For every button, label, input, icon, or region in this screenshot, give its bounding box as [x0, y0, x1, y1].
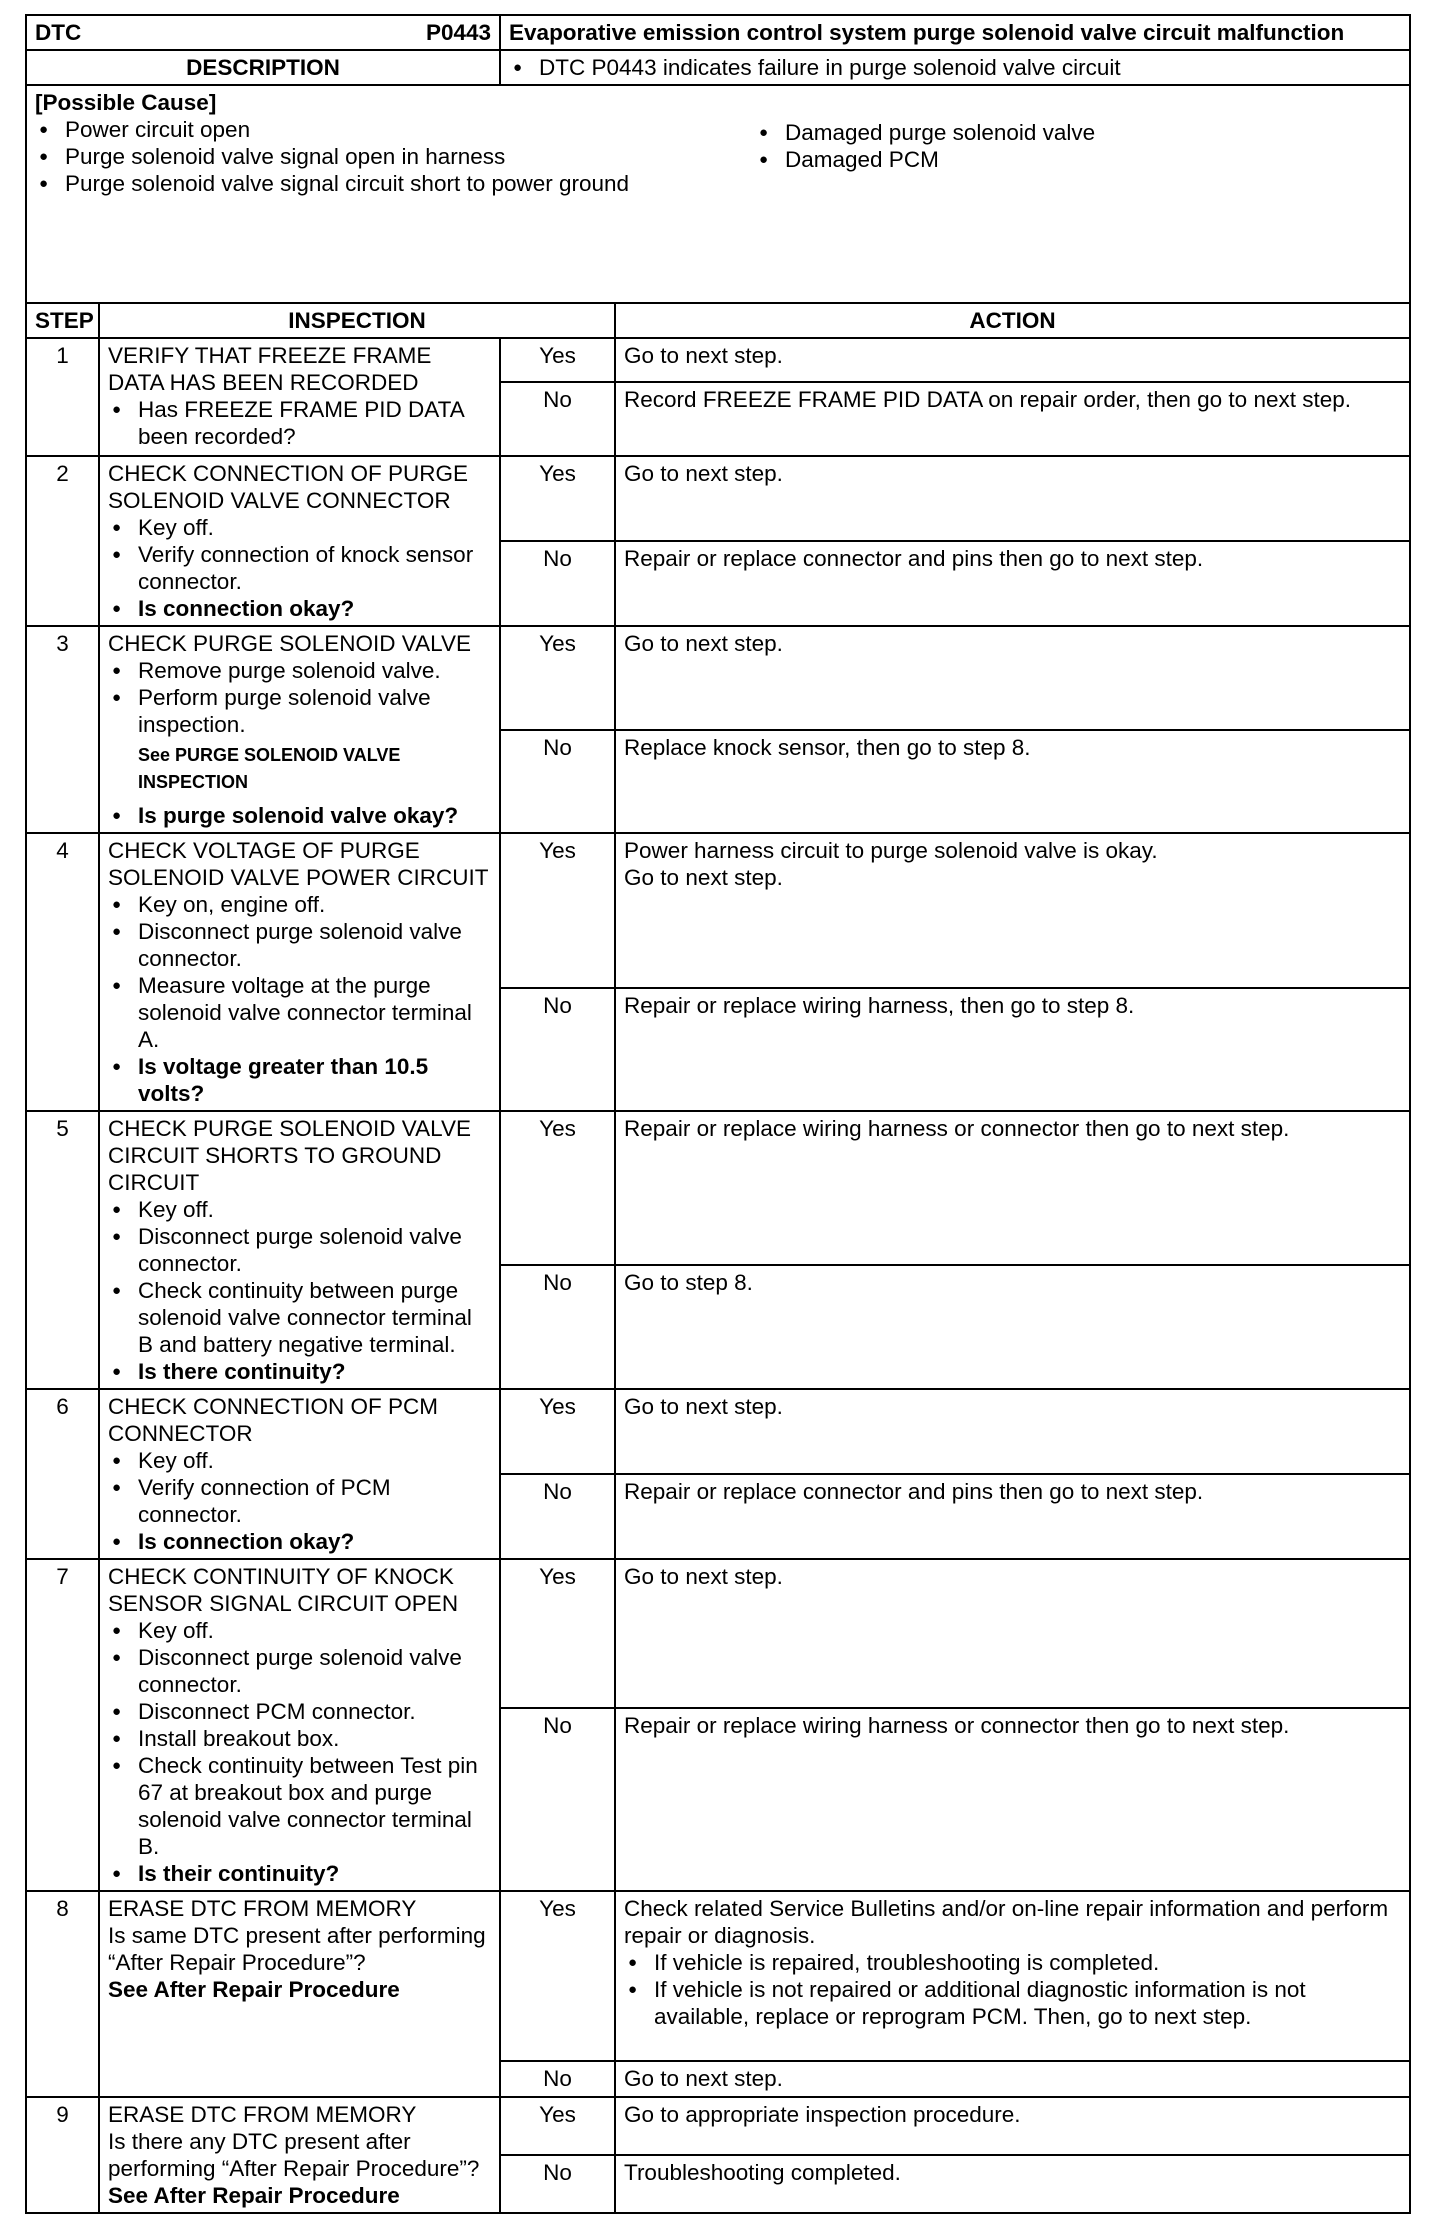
no-action: Record FREEZE FRAME PID DATA on repair order, then go to next step. — [615, 382, 1410, 456]
no-label: No — [500, 382, 615, 456]
step-inspection — [99, 2097, 500, 2213]
step-inspection — [99, 456, 500, 626]
possible-cause-row — [26, 85, 1410, 303]
step-title: CHECK CONTINUITY OF KNOCK SENSOR SIGNAL CIRCUIT OPEN — [108, 1564, 459, 1616]
yes-label: Yes — [500, 1559, 615, 1708]
step-title: VERIFY THAT FREEZE FRAME DATA HAS BEEN RECORDED — [108, 343, 432, 395]
step-row — [26, 2097, 1410, 2155]
step-row — [26, 456, 1410, 541]
step-row — [26, 1559, 1410, 1708]
no-action: Troubleshooting completed. — [615, 2155, 1410, 2213]
step-title: CHECK CONNECTION OF PCM CONNECTOR — [108, 1394, 439, 1446]
column-header-action: ACTION — [615, 303, 1410, 338]
step-bullet: ● Key off. — [108, 1196, 491, 1223]
no-label: No — [500, 1708, 615, 1891]
step-question: ● Is their continuity? — [108, 1860, 491, 1887]
step-title: CHECK PURGE SOLENOID VALVE CIRCUIT SHORTS TO GROUND CIRCUIT — [108, 1116, 472, 1195]
no-label: No — [500, 1474, 615, 1559]
step-bullet: ● Key off. — [108, 1617, 491, 1644]
step-row — [26, 1111, 1410, 1265]
yes-action-bullet: ● If vehicle is repaired, troubleshooting is completed. — [624, 1949, 1401, 1976]
no-action: Repair or replace wiring harness, then go to step 8. — [615, 988, 1410, 1111]
step-bullet: ● Check continuity between Test pin 67 at breakout box and purge solenoid valve connector terminal B. — [108, 1752, 491, 1860]
step-number: 4 — [26, 833, 99, 1111]
description-row — [26, 50, 1410, 85]
yes-label: Yes — [500, 338, 615, 382]
column-header-inspection: INSPECTION — [99, 303, 615, 338]
no-label: No — [500, 2061, 615, 2097]
step-inspection — [99, 338, 500, 456]
step-number: 9 — [26, 2097, 99, 2213]
step-bullet: ● Disconnect purge solenoid valve connector. — [108, 1223, 491, 1277]
yes-label: Yes — [500, 833, 615, 988]
yes-action-cell — [615, 833, 1410, 988]
no-label: No — [500, 541, 615, 626]
step-question: ● Is voltage greater than 10.5 volts? — [108, 1053, 491, 1107]
step-inspection — [99, 833, 500, 1111]
step-inspection — [99, 1891, 500, 2097]
dtc-header-row — [26, 15, 1410, 50]
step-question: Is there any DTC present after performing “After Repair Procedure”? — [108, 2129, 480, 2181]
yes-action: Go to next step. — [615, 1559, 1410, 1708]
no-action: Go to step 8. — [615, 1265, 1410, 1389]
step-title: CHECK CONNECTION OF PURGE SOLENOID VALVE CONNECTOR — [108, 461, 469, 513]
step-bullet: ● Perform purge solenoid valve inspection. — [108, 684, 491, 738]
no-action: Go to next step. — [615, 2061, 1410, 2097]
step-number: 6 — [26, 1389, 99, 1559]
step-bullet: ● Has FREEZE FRAME PID DATA been recorded? — [108, 396, 491, 450]
possible-cause-label: [Possible Cause] — [35, 90, 217, 115]
step-inspection — [99, 1559, 500, 1891]
yes-label: Yes — [500, 2097, 615, 2155]
step-question: ● Is connection okay? — [108, 1528, 491, 1555]
step-bullet: ● Measure voltage at the purge solenoid valve connector terminal A. — [108, 972, 491, 1053]
yes-label: Yes — [500, 456, 615, 541]
step-row — [26, 833, 1410, 988]
yes-action-followup: Go to next step. — [624, 865, 783, 890]
yes-action: Go to next step. — [615, 456, 1410, 541]
description-text: ● DTC P0443 indicates failure in purge solenoid valve circuit — [509, 54, 1401, 81]
step-bullet: ● Disconnect purge solenoid valve connector. — [108, 1644, 491, 1698]
step-question: ● Is connection okay? — [108, 595, 491, 622]
step-bullet: ● Disconnect PCM connector. — [108, 1698, 491, 1725]
cause-item: ● Purge solenoid valve signal open in harness — [35, 143, 675, 170]
dtc-code: P0443 — [425, 20, 492, 45]
yes-action: Go to appropriate inspection procedure. — [615, 2097, 1410, 2155]
no-action: Repair or replace connector and pins then go to next step. — [615, 1474, 1410, 1559]
step-see-reference: See PURGE SOLENOID VALVE INSPECTION — [138, 745, 401, 792]
step-bullet: ● Verify connection of knock sensor connector. — [108, 541, 491, 595]
step-number: 8 — [26, 1891, 99, 2097]
yes-action: Repair or replace wiring harness or connector then go to next step. — [615, 1111, 1410, 1265]
cause-item: ● Power circuit open — [35, 116, 675, 143]
cause-item: ● Purge solenoid valve signal circuit short to power ground — [35, 170, 675, 197]
yes-action: Go to next step. — [615, 1389, 1410, 1474]
step-bullet: ● Disconnect purge solenoid valve connector. — [108, 918, 491, 972]
step-see-reference: See After Repair Procedure — [108, 1977, 400, 2002]
step-bullet: ● Key on, engine off. — [108, 891, 491, 918]
step-bullet: ● Install breakout box. — [108, 1725, 491, 1752]
yes-label: Yes — [500, 1111, 615, 1265]
no-action: Repair or replace connector and pins then go to next step. — [615, 541, 1410, 626]
step-question: ● Is purge solenoid valve okay? — [108, 802, 491, 829]
step-row — [26, 626, 1410, 730]
step-title: CHECK VOLTAGE OF PURGE SOLENOID VALVE POWER CIRCUIT — [108, 838, 489, 890]
yes-label: Yes — [500, 1389, 615, 1474]
no-label: No — [500, 730, 615, 834]
step-number: 5 — [26, 1111, 99, 1389]
step-row — [26, 1891, 1410, 2061]
step-bullet: ● Key off. — [108, 1447, 491, 1474]
step-number: 2 — [26, 456, 99, 626]
step-bullet: ● Verify connection of PCM connector. — [108, 1474, 491, 1528]
step-row — [26, 1389, 1410, 1474]
dtc-label-cell — [26, 15, 500, 50]
no-label: No — [500, 2155, 615, 2213]
dtc-label: DTC — [35, 20, 82, 45]
step-question: Is same DTC present after performing “After Repair Procedure”? — [108, 1923, 486, 1975]
description-label: DESCRIPTION — [26, 50, 500, 85]
yes-action: Power harness circuit to purge solenoid valve is okay. — [624, 838, 1158, 863]
no-action: Replace knock sensor, then go to step 8. — [615, 730, 1410, 834]
dtc-title: Evaporative emission control system purge solenoid valve circuit malfunction — [500, 15, 1410, 50]
yes-action: Go to next step. — [615, 338, 1410, 382]
step-title: CHECK PURGE SOLENOID VALVE — [108, 631, 472, 656]
step-question: ● Is there continuity? — [108, 1358, 491, 1385]
step-title: ERASE DTC FROM MEMORY — [108, 1896, 417, 1921]
column-header-row — [26, 303, 1410, 338]
no-label: No — [500, 1265, 615, 1389]
no-action: Repair or replace wiring harness or connector then go to next step. — [615, 1708, 1410, 1891]
no-label: No — [500, 988, 615, 1111]
description-cell — [500, 50, 1410, 85]
step-number: 7 — [26, 1559, 99, 1891]
possible-cause-cell — [26, 85, 1410, 303]
yes-label: Yes — [500, 1891, 615, 2061]
yes-action: Go to next step. — [615, 626, 1410, 730]
step-inspection — [99, 1111, 500, 1389]
step-title: ERASE DTC FROM MEMORY — [108, 2102, 417, 2127]
step-bullet: ● Check continuity between purge solenoid valve connector terminal B and battery negative terminal. — [108, 1277, 491, 1358]
step-inspection — [99, 1389, 500, 1559]
step-see-reference: See After Repair Procedure — [108, 2183, 400, 2208]
step-bullet: ● Key off. — [108, 514, 491, 541]
cause-item: ● Damaged purge solenoid valve — [755, 119, 1355, 146]
step-row — [26, 338, 1410, 382]
yes-label: Yes — [500, 626, 615, 730]
yes-action: Check related Service Bulletins and/or on-line repair information and perform repair or diagnosis. — [624, 1896, 1389, 1948]
yes-action-bullet: ● If vehicle is not repaired or additional diagnostic information is not available, replace or reprogram PCM. Then, go to next step. — [624, 1976, 1401, 2030]
yes-action-cell — [615, 1891, 1410, 2061]
cause-item: ● Damaged PCM — [755, 146, 1355, 173]
step-inspection — [99, 626, 500, 833]
step-number: 3 — [26, 626, 99, 833]
dtc-table — [25, 14, 1411, 2214]
step-number: 1 — [26, 338, 99, 456]
column-header-step: STEP — [26, 303, 99, 338]
step-bullet: ● Remove purge solenoid valve. — [108, 657, 491, 684]
